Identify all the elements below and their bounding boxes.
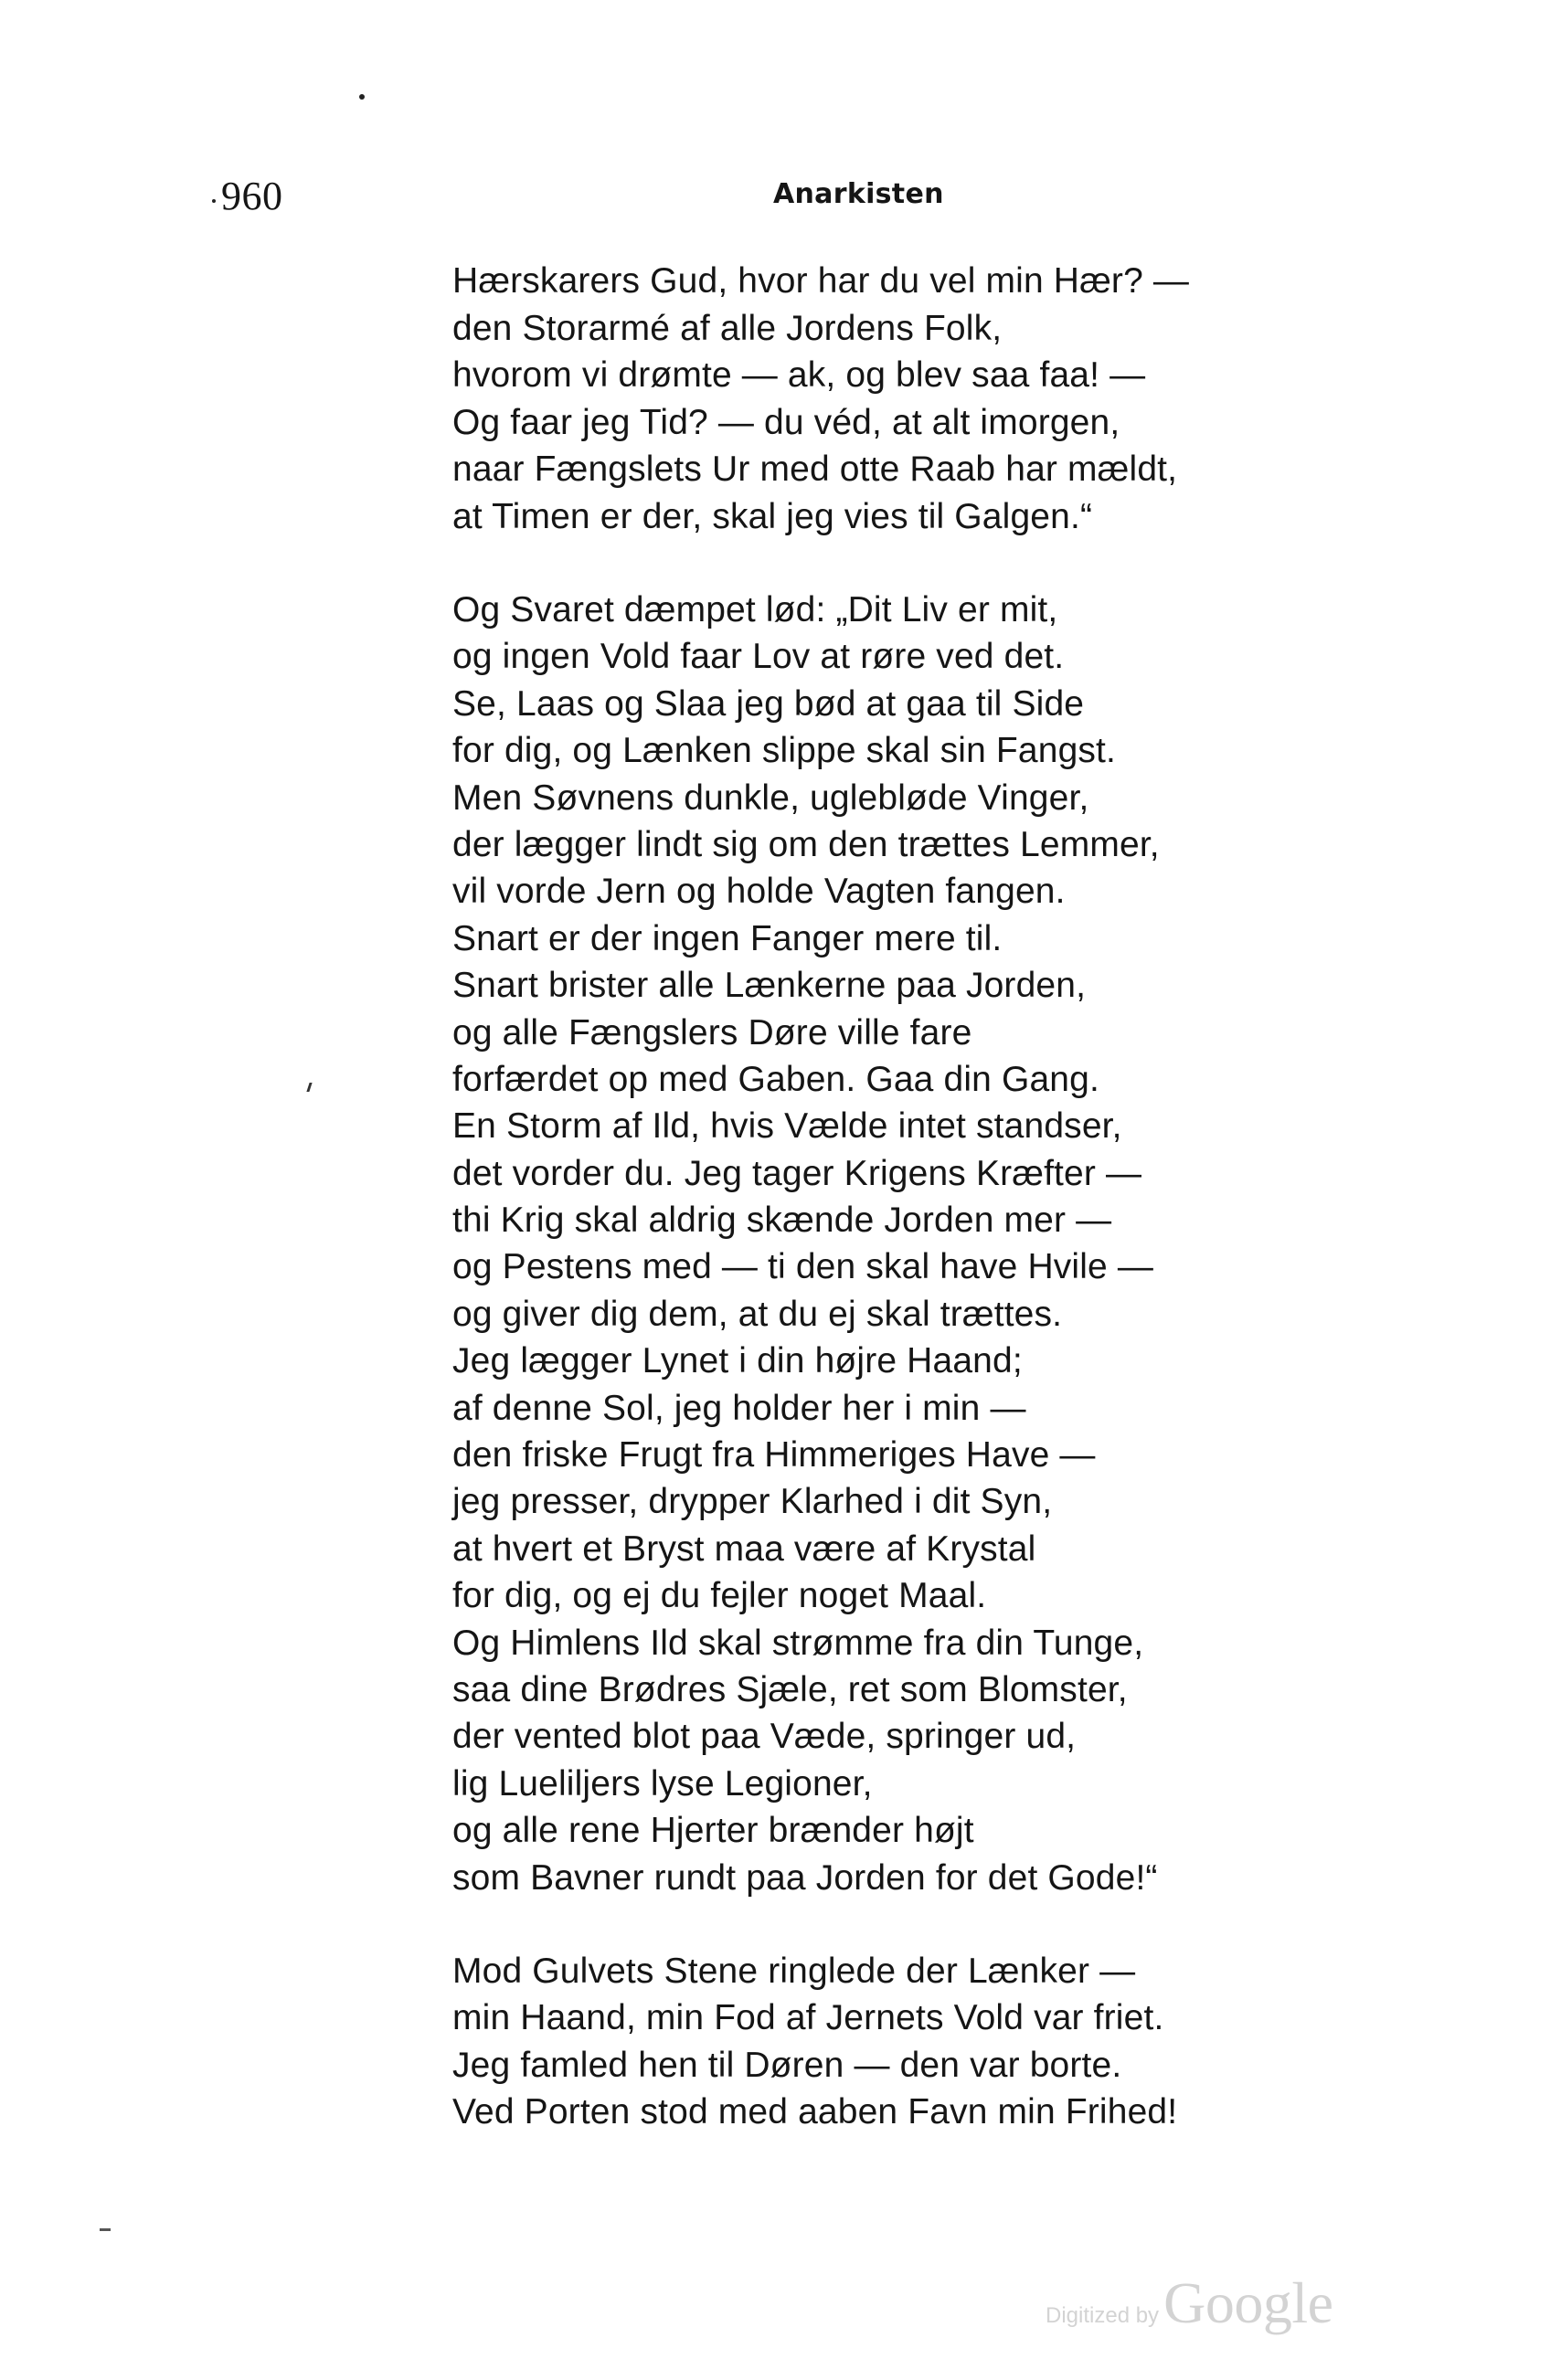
running-title: Anarkisten [773,178,944,210]
poem-line: at hvert et Bryst maa være af Krystal [452,1528,1036,1569]
poem-line: naar Fængslets Ur med otte Raab har mældt, [452,450,1178,489]
poem-line: for dig, og Lænken slippe skal sin Fangst. [452,731,1117,771]
watermark-prefix: Digitized by [1046,2303,1160,2328]
poem-line: En Storm af Ild, hvis Vælde intet standser, [452,1106,1122,1147]
poem-line: thi Krig skal aldrig skænde Jorden mer — [452,1201,1112,1241]
stanza-3 [452,1948,1321,2136]
poem-line: Men Søvnens dunkle, uglebløde Vinger, [452,777,1089,818]
poem-line: og Pestens med — ti den skal have Hvile — [452,1247,1154,1287]
stanza-2 [452,587,1321,1901]
poem-line: den Storarmé af alle Jordens Folk, [452,308,1003,348]
poem-line: som Bavner rundt paa Jorden for det Gode!“ [452,1857,1158,1898]
poem-line: min Haand, min Fod af Jernets Vold var friet. [452,1998,1164,2038]
poem-line: der vented blot paa Væde, springer ud, [452,1717,1077,1757]
margin-mark [306,1083,312,1092]
poem-line: at Timen er der, skal jeg vies til Galgen.“ [452,496,1093,536]
poem-line: jeg presser, drypper Klarhed i dit Syn, [452,1482,1053,1522]
print-speck [359,94,365,100]
poem-line: Snart brister alle Lænkerne paa Jorden, [452,966,1087,1006]
stanza-1 [452,258,1321,540]
poem-line: det vorder du. Jeg tager Krigens Kræfter — [452,1153,1142,1193]
poem-line: den friske Frugt fra Himmeriges Have — [452,1435,1096,1476]
poem-line: af denne Sol, jeg holder her i min — [452,1388,1026,1428]
digitization-watermark [1046,2269,1333,2337]
poem-line: og alle Fængslers Døre ville fare [452,1012,972,1052]
poem-line: Se, Laas og Slaa jeg bød at gaa til Side [452,683,1085,724]
scan-mark [100,2228,111,2231]
poem-line: Snart er der ingen Fanger mere til. [452,918,1003,958]
poem-line: hvorom vi drømte — ak, og blev saa faa! — [452,355,1146,395]
poem-line: lig Lueliljers lyse Legioner, [452,1763,873,1804]
page-number: 960 [221,174,283,218]
poem-line: Og Svaret dæmpet lød: „Dit Liv er mit, [452,590,1058,629]
poem-line: Og faar jeg Tid? — du véd, at alt imorgen, [452,402,1120,442]
poem-line: Jeg famled hen til Døren — den var borte. [452,2045,1122,2085]
poem-line: Og Himlens Ild skal strømme fra din Tunge, [452,1623,1144,1663]
google-wordmark: Google [1163,2270,1333,2335]
poem-line: Hærskarers Gud, hvor har du vel min Hær? — [452,261,1190,301]
poem-line: Jeg lægger Lynet i din højre Haand; [452,1341,1023,1381]
poem-line: forfærdet op med Gaben. Gaa din Gang. [452,1059,1099,1099]
poem-line: og giver dig dem, at du ej skal trættes. [452,1294,1063,1334]
poem-line: Mod Gulvets Stene ringlede der Lænker — [452,1951,1136,1991]
poem-text [452,258,1321,2136]
poem-line: Ved Porten stod med aaben Favn min Frihed! [452,2092,1178,2132]
poem-line: saa dine Brødres Sjæle, ret som Blomster, [452,1669,1128,1709]
poem-line: der lægger lindt sig om den trættes Lemmer, [452,824,1160,864]
poem-line: vil vorde Jern og holde Vagten fangen. [452,872,1066,912]
poem-line: og alle rene Hjerter brænder højt [452,1811,974,1851]
poem-line: for dig, og ej du fejler noget Maal. [452,1576,987,1616]
poem-line: og ingen Vold faar Lov at røre ved det. [452,637,1065,677]
